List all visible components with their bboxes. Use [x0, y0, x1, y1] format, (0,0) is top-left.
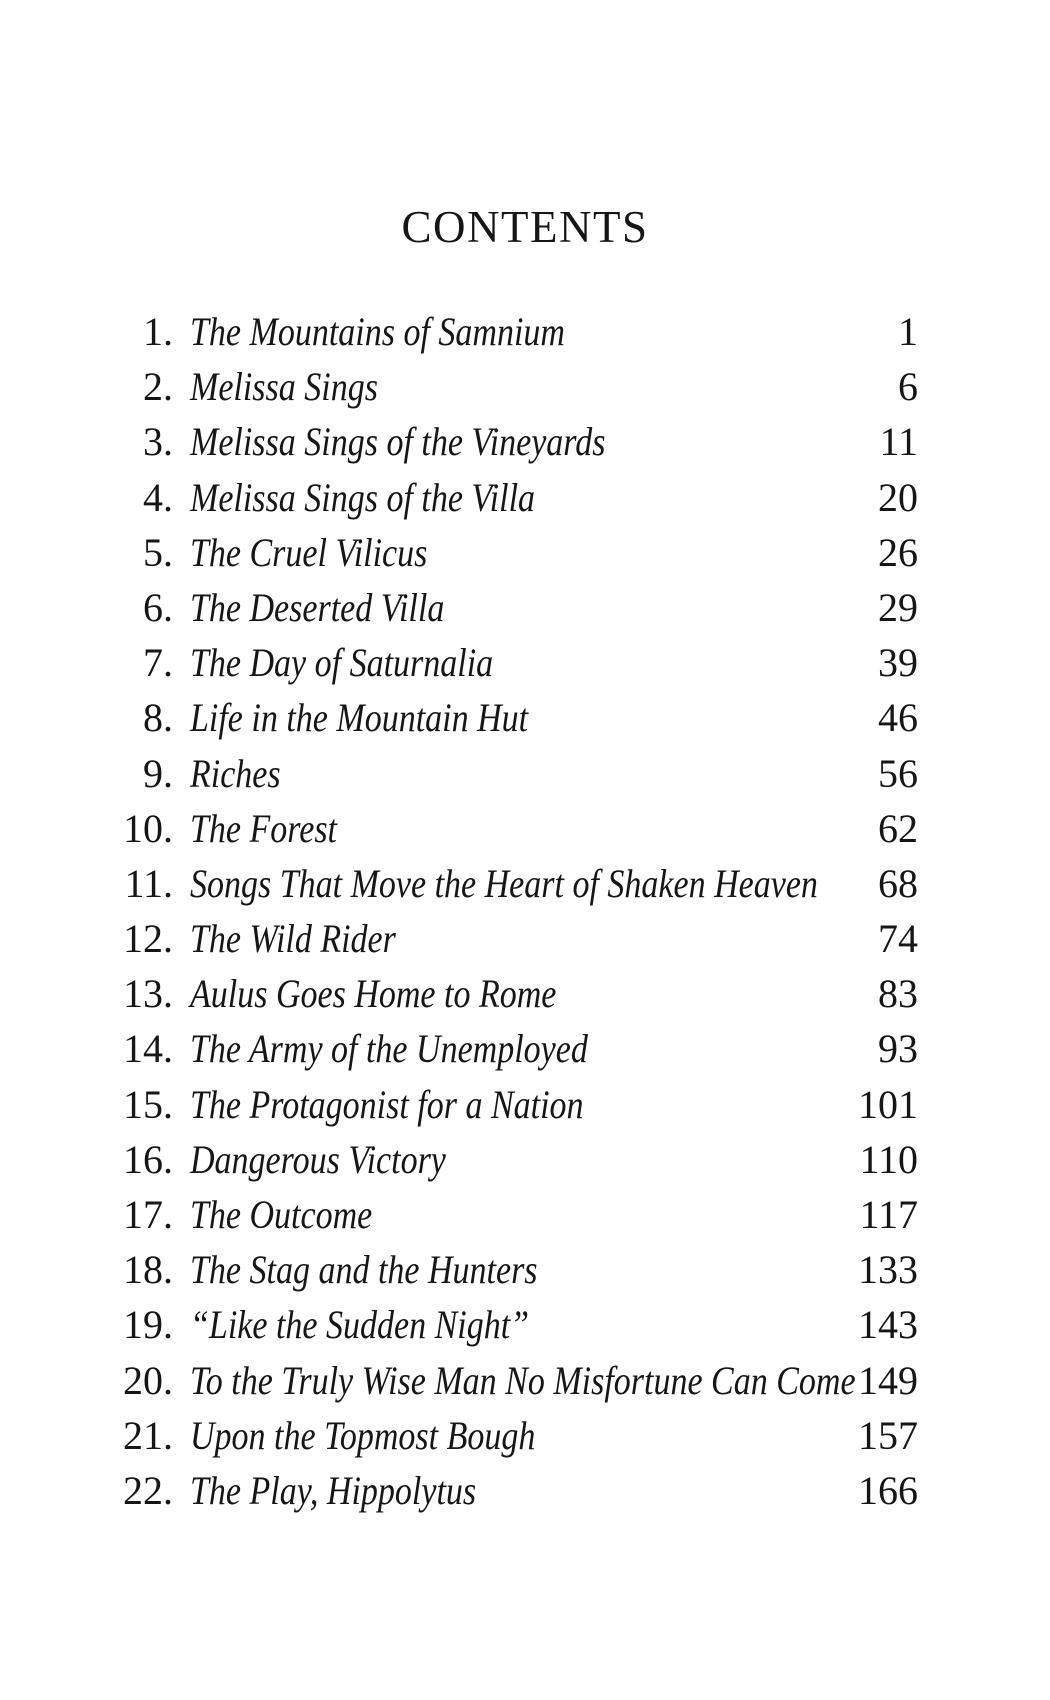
- toc-row: [110, 1021, 918, 1076]
- chapter-title: The Play, Hippolytus: [190, 1467, 477, 1513]
- chapter-number: 6.: [143, 584, 173, 630]
- chapter-title: Upon the Topmost Bough: [190, 1412, 536, 1458]
- page-number: 133: [858, 1247, 918, 1293]
- toc-row: [110, 470, 918, 525]
- chapter-number: 9.: [143, 750, 173, 796]
- page-number: 39: [878, 640, 918, 686]
- toc-row: [110, 1353, 918, 1408]
- chapter-title: The Stag and the Hunters: [190, 1247, 538, 1293]
- chapter-title: The Protagonist for a Nation: [190, 1081, 584, 1127]
- chapter-title: The Outcome: [190, 1192, 373, 1237]
- chapter-number: 20.: [123, 1357, 173, 1403]
- toc-row: [110, 911, 918, 966]
- page-number: 143: [858, 1302, 918, 1348]
- page-number: 20: [878, 474, 918, 520]
- toc-row: [110, 580, 918, 635]
- chapter-number: 4.: [143, 474, 173, 520]
- chapter-number: 3.: [143, 419, 173, 465]
- toc-row: [110, 1132, 918, 1187]
- chapter-number: 14.: [123, 1026, 173, 1072]
- chapter-number: 5.: [143, 529, 173, 575]
- chapter-title: Melissa Sings of the Villa: [190, 474, 536, 520]
- toc-row: [110, 746, 918, 801]
- toc-row: [110, 1408, 918, 1463]
- toc-row: [110, 359, 918, 414]
- page-number: 29: [878, 584, 918, 630]
- chapter-title: Riches: [190, 750, 281, 796]
- chapter-number: 15.: [123, 1081, 173, 1127]
- chapter-number: 12.: [123, 916, 173, 962]
- chapter-title: The Wild Rider: [190, 916, 396, 962]
- toc-list: [110, 304, 918, 1518]
- chapter-number: 2.: [143, 364, 173, 410]
- page-number: 26: [878, 529, 918, 575]
- chapter-title: The Forest: [190, 805, 338, 851]
- toc-row: [110, 856, 918, 911]
- page-number: 1: [898, 309, 918, 354]
- page-number: 166: [858, 1467, 918, 1513]
- page-number: 83: [878, 971, 918, 1017]
- toc-row: [110, 1077, 918, 1132]
- chapter-number: 13.: [123, 971, 173, 1017]
- chapter-title: The Day of Saturnalia: [190, 640, 494, 686]
- chapter-title: To the Truly Wise Man No Misfortune Can Come: [190, 1357, 856, 1403]
- chapter-title: Life in the Mountain Hut: [190, 695, 529, 741]
- toc-row: [110, 414, 918, 469]
- chapter-title: The Mountains of Samnium: [190, 309, 565, 354]
- toc-row: [110, 304, 918, 359]
- toc-row: [110, 525, 918, 580]
- toc-row: [110, 801, 918, 856]
- chapter-number: 1.: [143, 309, 173, 354]
- page-number: 110: [859, 1136, 918, 1182]
- page-number: 117: [859, 1192, 918, 1237]
- toc-row: [110, 1463, 918, 1518]
- chapter-number: 19.: [123, 1302, 173, 1348]
- chapter-number: 11.: [124, 860, 173, 906]
- page-number: 62: [878, 805, 918, 851]
- toc-row: [110, 1187, 918, 1242]
- chapter-title: Aulus Goes Home to Rome: [190, 971, 557, 1017]
- page-number: 74: [878, 916, 918, 962]
- page-number: 149: [858, 1357, 918, 1403]
- chapter-title: The Cruel Vilicus: [190, 529, 428, 575]
- chapter-title: “Like the Sudden Night”: [190, 1302, 530, 1348]
- page-number: 157: [858, 1412, 918, 1458]
- toc-row: [110, 635, 918, 690]
- toc-row: [110, 1242, 918, 1297]
- chapter-title: The Deserted Villa: [190, 584, 445, 630]
- page-number: 46: [878, 695, 918, 741]
- page-number: 101: [858, 1081, 918, 1127]
- chapter-title: Dangerous Victory: [190, 1136, 446, 1182]
- page-title: CONTENTS: [401, 202, 649, 252]
- toc-row: [110, 1297, 918, 1352]
- chapter-number: 8.: [143, 695, 173, 741]
- chapter-number: 18.: [123, 1247, 173, 1293]
- chapter-title: Melissa Sings: [190, 364, 378, 410]
- chapter-title: The Army of the Unemployed: [190, 1026, 588, 1072]
- chapter-number: 10.: [123, 805, 173, 851]
- chapter-number: 21.: [123, 1412, 173, 1458]
- page-number: 6: [898, 364, 918, 410]
- chapter-number: 22.: [123, 1467, 173, 1513]
- page-number: 56: [878, 750, 918, 796]
- chapter-number: 7.: [143, 640, 173, 686]
- page-number: 93: [878, 1026, 918, 1072]
- page-number: 11: [879, 419, 918, 465]
- chapter-title: Songs That Move the Heart of Shaken Heaven: [190, 860, 818, 906]
- toc-row: [110, 690, 918, 745]
- chapter-number: 17.: [123, 1192, 173, 1237]
- page-number: 68: [878, 860, 918, 906]
- toc-row: [110, 966, 918, 1021]
- chapter-number: 16.: [123, 1136, 173, 1182]
- chapter-title: Melissa Sings of the Vineyards: [190, 419, 606, 465]
